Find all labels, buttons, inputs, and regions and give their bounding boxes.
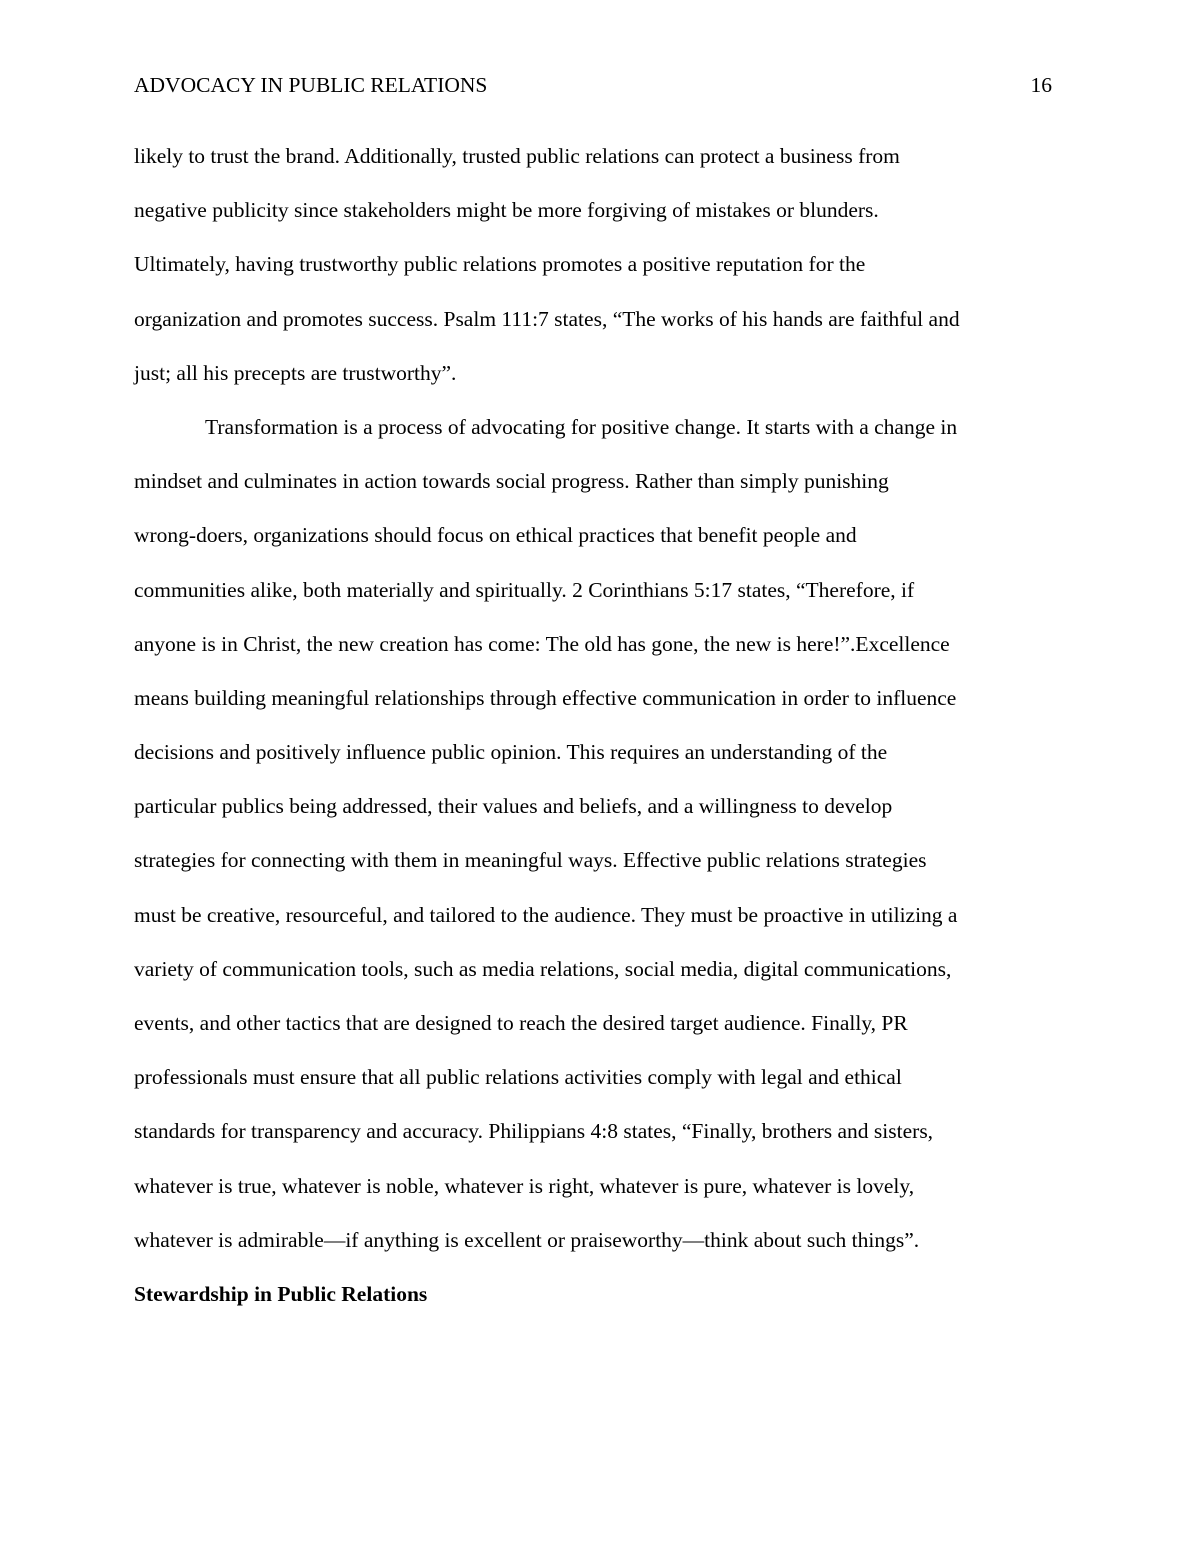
text-line: organization and promotes success. Psalm 111:7 states, “The works of his hands are faithful and [134,307,960,331]
text-line: decisions and positively influence public opinion. This requires an understanding of the [134,740,888,764]
text-line: strategies for connecting with them in meaningful ways. Effective public relations strategies [134,848,927,872]
text-line: just; all his precepts are trustworthy”. [134,361,457,385]
text-line: means building meaningful relationships through effective communication in order to influence [134,686,957,710]
text-line: professionals must ensure that all public relations activities comply with legal and ethical [134,1065,902,1089]
text-line: Transformation is a process of advocating for positive change. It starts with a change in [205,415,958,439]
text-line: communities alike, both materially and spiritually. 2 Corinthians 5:17 states, “Therefore, if [134,578,915,602]
text-line: anyone is in Christ, the new creation has come: The old has gone, the new is here!”.Excellence [134,632,950,656]
text-line: mindset and culminates in action towards social progress. Rather than simply punishing [134,469,889,493]
running-head: ADVOCACY IN PUBLIC RELATIONS [134,73,488,97]
text-line: events, and other tactics that are designed to reach the desired target audience. Finally, PR [134,1011,908,1035]
text-line: standards for transparency and accuracy. Philippians 4:8 states, “Finally, brothers and sisters, [134,1119,934,1143]
text-line: wrong-doers, organizations should focus on ethical practices that benefit people and [134,523,857,547]
text-line: Ultimately, having trustworthy public relations promotes a positive reputation for the [134,252,866,276]
text-line: likely to trust the brand. Additionally, trusted public relations can protect a business from [134,144,900,168]
page-number: 16 [1030,73,1052,97]
text-line: whatever is admirable—if anything is excellent or praiseworthy—think about such things”. [134,1228,920,1252]
section-heading: Stewardship in Public Relations [134,1282,428,1306]
text-line: particular publics being addressed, their values and beliefs, and a willingness to develop [134,794,893,818]
text-line: whatever is true, whatever is noble, whatever is right, whatever is pure, whatever is lovely, [134,1174,915,1198]
text-line: variety of communication tools, such as media relations, social media, digital communications, [134,957,952,981]
text-line: must be creative, resourceful, and tailored to the audience. They must be proactive in utilizing a [134,903,958,927]
text-line: negative publicity since stakeholders might be more forgiving of mistakes or blunders. [134,198,879,222]
